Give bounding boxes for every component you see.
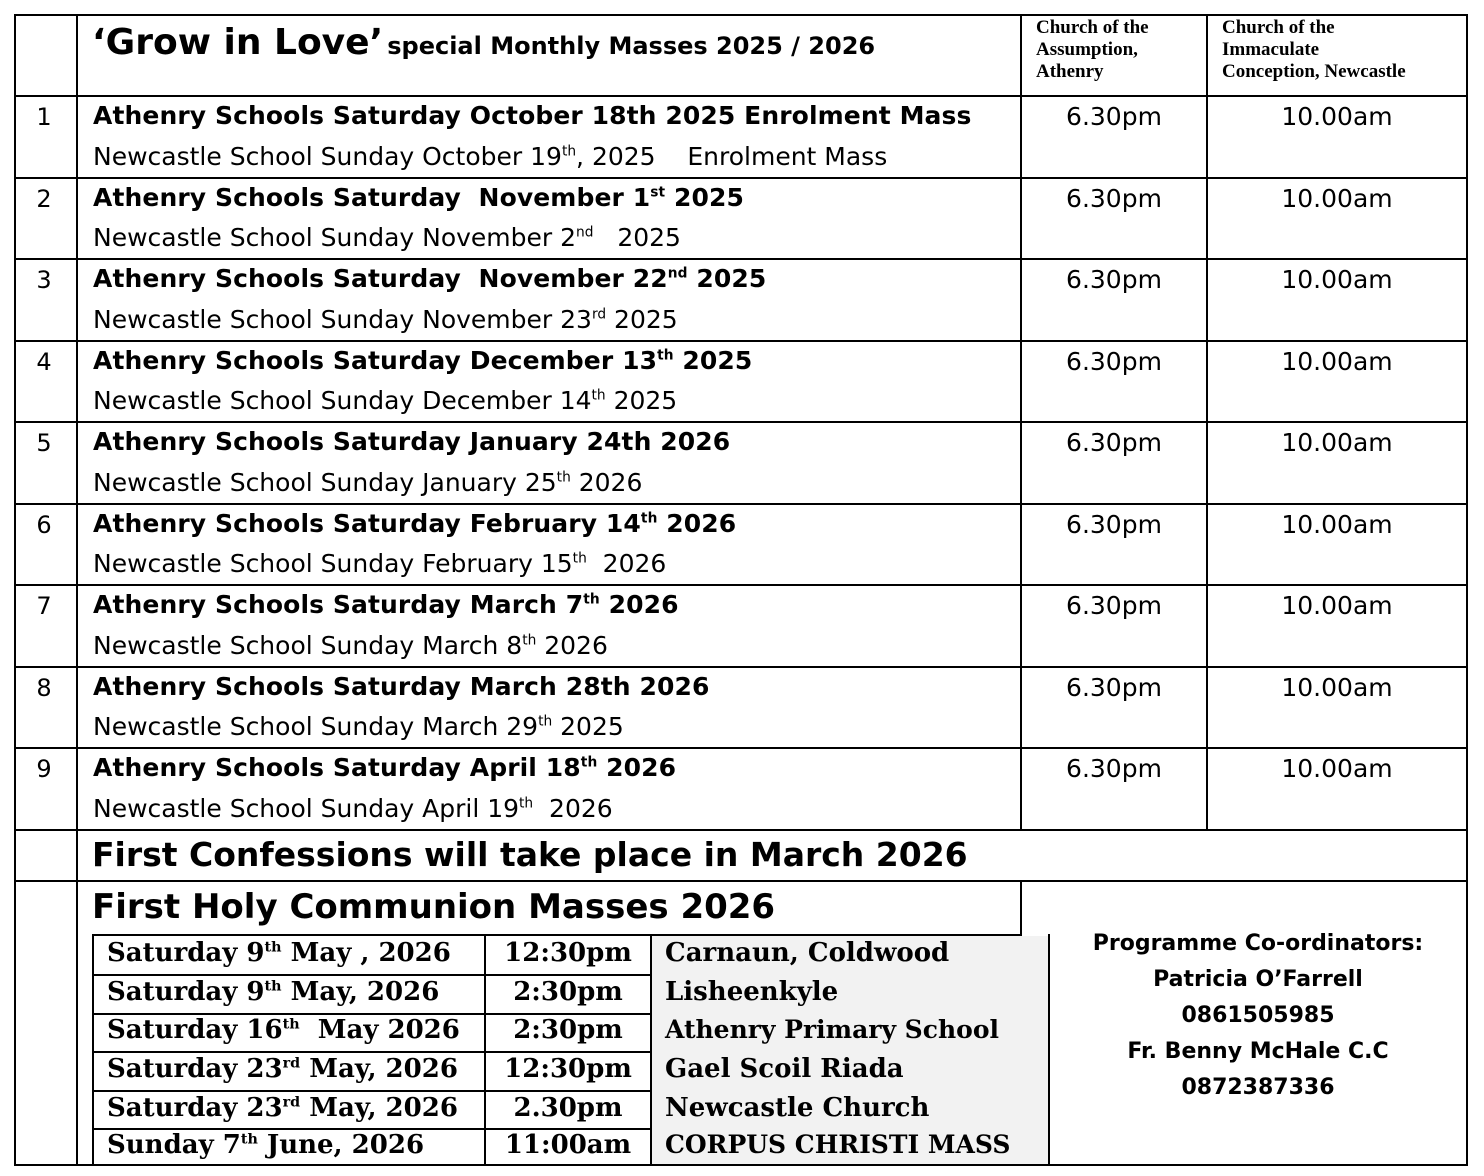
newcastle-date: Newcastle School Sunday October 19th, 2025 Enrolment Mass (93, 142, 888, 171)
row-number: 2 (36, 185, 52, 213)
newcastle-time: 10.00am (1281, 102, 1393, 131)
header-newcastle-church (1222, 17, 1466, 83)
coordinators-heading: Programme Co-ordinators: (1092, 931, 1424, 956)
communion-time: 12:30pm (504, 1054, 632, 1084)
row-number: 7 (36, 592, 52, 620)
page-title (92, 22, 875, 82)
coordinator-phone: 0861505985 (1181, 1003, 1335, 1028)
newcastle-date: Newcastle School Sunday April 19th 2026 (93, 794, 613, 823)
newcastle-time: 10.00am (1281, 754, 1393, 783)
coordinator-phone: 0872387336 (1181, 1075, 1335, 1100)
header-athenry-line: Athenry (1036, 61, 1104, 82)
athenry-time: 6.30pm (1066, 591, 1162, 620)
communion-date: Saturday 9th May, 2026 (107, 977, 440, 1007)
title-rest: special Monthly Masses 2025 / 2026 (387, 32, 876, 60)
row-number: 1 (36, 103, 52, 131)
header-athenry-line: Church of the (1036, 17, 1149, 38)
newcastle-time: 10.00am (1281, 347, 1393, 376)
confessions-notice: First Confessions will take place in March 2026 (92, 835, 968, 874)
coordinator-name: Patricia O’Farrell (1153, 967, 1363, 992)
communion-place: Gael Scoil Riada (665, 1054, 904, 1084)
athenry-date: Athenry Schools Saturday March 7th 2026 (93, 590, 679, 619)
communion-time: 2:30pm (513, 977, 623, 1007)
athenry-date: Athenry Schools Saturday November 1st 2025 (93, 183, 745, 212)
newcastle-date: Newcastle School Sunday November 23rd 2025 (93, 305, 678, 334)
athenry-time: 6.30pm (1066, 184, 1162, 213)
row-number: 4 (36, 348, 52, 376)
communion-date: Saturday 16th May 2026 (107, 1015, 460, 1045)
coordinators-block (1050, 926, 1466, 1106)
athenry-date: Athenry Schools Saturday April 18th 2026 (93, 753, 677, 782)
row-number: 6 (36, 511, 52, 539)
newcastle-date: Newcastle School Sunday December 14th 2025 (93, 386, 678, 415)
newcastle-date: Newcastle School Sunday January 25th 2026 (93, 468, 643, 497)
athenry-date: Athenry Schools Saturday November 22nd 2025 (93, 264, 767, 293)
athenry-date: Athenry Schools Saturday December 13th 2025 (93, 346, 753, 375)
newcastle-time: 10.00am (1281, 510, 1393, 539)
athenry-time: 6.30pm (1066, 347, 1162, 376)
newcastle-date: Newcastle School Sunday February 15th 2026 (93, 549, 667, 578)
newcastle-date: Newcastle School Sunday November 2nd 2025 (93, 223, 681, 252)
communion-time: 2:30pm (513, 1015, 623, 1045)
athenry-date: Athenry Schools Saturday January 24th 2026 (93, 427, 731, 456)
communion-place: Newcastle Church (665, 1093, 930, 1123)
header-newcastle-line: Church of the (1222, 17, 1335, 38)
athenry-time: 6.30pm (1066, 510, 1162, 539)
athenry-time: 6.30pm (1066, 265, 1162, 294)
athenry-time: 6.30pm (1066, 754, 1162, 783)
communion-place: Athenry Primary School (665, 1015, 999, 1044)
communion-date: Sunday 7th June, 2026 (107, 1130, 425, 1160)
communion-date: Saturday 23rd May, 2026 (107, 1054, 458, 1084)
newcastle-time: 10.00am (1281, 673, 1393, 702)
communion-time: 2.30pm (513, 1093, 623, 1123)
athenry-time: 6.30pm (1066, 102, 1162, 131)
newcastle-date: Newcastle School Sunday March 8th 2026 (93, 631, 608, 660)
row-number: 3 (36, 266, 52, 294)
title-main: ‘Grow in Love’ (92, 22, 384, 63)
athenry-date: Athenry Schools Saturday March 28th 2026 (93, 672, 710, 701)
row-number: 9 (36, 755, 52, 783)
header-athenry-line: Assumption, (1036, 39, 1138, 60)
newcastle-time: 10.00am (1281, 428, 1393, 457)
row-number: 8 (36, 674, 52, 702)
newcastle-time: 10.00am (1281, 184, 1393, 213)
header-newcastle-line: Immaculate (1222, 39, 1320, 60)
communion-place: CORPUS CHRISTI MASS (665, 1130, 1011, 1159)
communion-place: Carnaun, Coldwood (665, 938, 950, 968)
communion-title: First Holy Communion Masses 2026 (92, 887, 776, 927)
coordinator-name: Fr. Benny McHale C.C (1127, 1039, 1389, 1064)
athenry-time: 6.30pm (1066, 428, 1162, 457)
newcastle-time: 10.00am (1281, 591, 1393, 620)
athenry-date: Athenry Schools Saturday February 14th 2026 (93, 509, 737, 538)
newcastle-date: Newcastle School Sunday March 29th 2025 (93, 712, 624, 741)
athenry-date: Athenry Schools Saturday October 18th 2025 Enrolment Mass (93, 101, 972, 130)
newcastle-time: 10.00am (1281, 265, 1393, 294)
communion-time: 12:30pm (504, 938, 632, 968)
communion-time: 11:00am (504, 1130, 632, 1160)
communion-place: Lisheenkyle (665, 977, 839, 1007)
athenry-time: 6.30pm (1066, 673, 1162, 702)
communion-date: Saturday 23rd May, 2026 (107, 1093, 458, 1123)
row-number: 5 (36, 429, 52, 457)
header-athenry-church (1036, 17, 1206, 83)
communion-date: Saturday 9th May , 2026 (107, 938, 451, 968)
header-newcastle-line: Conception, Newcastle (1222, 61, 1406, 82)
